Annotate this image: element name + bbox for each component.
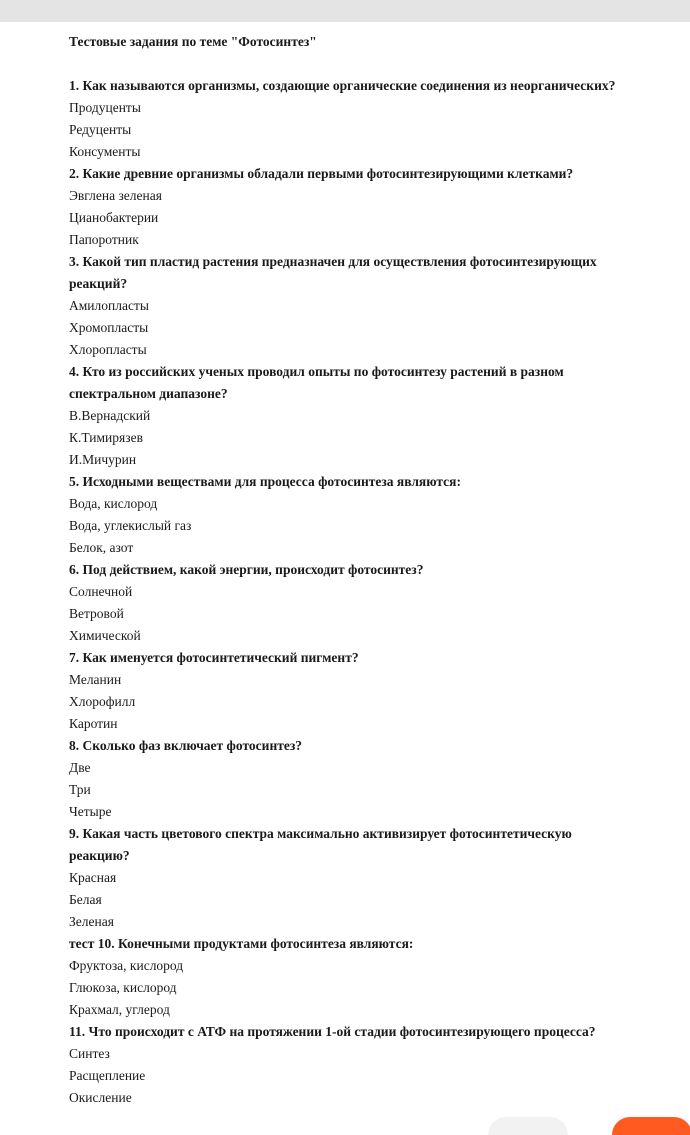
answer-option: Папоротник bbox=[69, 232, 139, 247]
answer-option: К.Тимирязев bbox=[69, 430, 143, 445]
answer-option: Цианобактерии bbox=[69, 210, 159, 225]
question-block bbox=[69, 1021, 629, 1109]
answer-option: Ветровой bbox=[69, 606, 124, 621]
question-text: 11. Что происходит с АТФ на протяжении 1-ой стадии фотосинтезирующего процесса? bbox=[69, 1024, 596, 1039]
answer-option: Хлорофилл bbox=[69, 694, 136, 709]
answer-option: Зеленая bbox=[69, 914, 114, 929]
question-block bbox=[69, 361, 629, 471]
answer-option: Солнечной bbox=[69, 584, 133, 599]
floating-button-right[interactable] bbox=[612, 1117, 690, 1135]
question-block bbox=[69, 647, 629, 735]
answer-option: Эвглена зеленая bbox=[69, 188, 162, 203]
answer-option: Амилопласты bbox=[69, 298, 149, 313]
answer-option: Вода, углекислый газ bbox=[69, 518, 192, 533]
floating-button-left[interactable] bbox=[488, 1117, 568, 1135]
question-text: 4. Кто из российских ученых проводил опыты по фотосинтезу растений в разном спектральном диапазоне? bbox=[69, 364, 564, 401]
question-text: 3. Какой тип пластид растения предназначен для осуществления фотосинтезирующих реакций? bbox=[69, 254, 597, 291]
answer-option: Редуценты bbox=[69, 122, 132, 137]
answer-option: Синтез bbox=[69, 1046, 110, 1061]
question-block bbox=[69, 735, 629, 823]
question-block bbox=[69, 75, 629, 163]
question-block bbox=[69, 163, 629, 251]
question-block bbox=[69, 933, 629, 1021]
document bbox=[69, 31, 629, 1109]
answer-option: И.Мичурин bbox=[69, 452, 137, 467]
answer-option: Фруктоза, кислород bbox=[69, 958, 184, 973]
answer-option: Три bbox=[69, 782, 91, 797]
answer-option: Крахмал, углерод bbox=[69, 1002, 170, 1017]
answer-option: Консументы bbox=[69, 144, 141, 159]
question-text: 7. Как именуется фотосинтетический пигмент? bbox=[69, 650, 359, 665]
answer-option: Каротин bbox=[69, 716, 118, 731]
question-block bbox=[69, 251, 629, 361]
question-list bbox=[69, 75, 629, 1109]
question-text: 5. Исходными веществами для процесса фотосинтеза являются: bbox=[69, 474, 461, 489]
answer-option: Белок, азот bbox=[69, 540, 134, 555]
question-text: 9. Какая часть цветового спектра максимально активизирует фотосинтетическую реакцию? bbox=[69, 826, 572, 863]
question-text: тест 10. Конечными продуктами фотосинтеза являются: bbox=[69, 936, 414, 951]
question-block bbox=[69, 823, 629, 933]
answer-option: Белая bbox=[69, 892, 102, 907]
question-block bbox=[69, 471, 629, 559]
document-title: Тестовые задания по теме "Фотосинтез" bbox=[69, 34, 317, 49]
answer-option: Четыре bbox=[69, 804, 112, 819]
answer-option: Две bbox=[69, 760, 91, 775]
question-text: 1. Как называются организмы, создающие органические соединения из неорганических? bbox=[69, 78, 616, 93]
answer-option: Хромопласты bbox=[69, 320, 149, 335]
question-text: 2. Какие древние организмы обладали первыми фотосинтезирующими клетками? bbox=[69, 166, 574, 181]
answer-option: Химической bbox=[69, 628, 141, 643]
answer-option: Красная bbox=[69, 870, 117, 885]
top-bar bbox=[0, 0, 690, 22]
question-block bbox=[69, 559, 629, 647]
question-text: 6. Под действием, какой энергии, происходит фотосинтез? bbox=[69, 562, 424, 577]
answer-option: Меланин bbox=[69, 672, 122, 687]
answer-option: Окисление bbox=[69, 1090, 132, 1105]
answer-option: В.Вернадский bbox=[69, 408, 151, 423]
answer-option: Продуценты bbox=[69, 100, 141, 115]
question-text: 8. Сколько фаз включает фотосинтез? bbox=[69, 738, 303, 753]
answer-option: Вода, кислород bbox=[69, 496, 158, 511]
answer-option: Глюкоза, кислород bbox=[69, 980, 177, 995]
answer-option: Расщепление bbox=[69, 1068, 146, 1083]
answer-option: Хлоропласты bbox=[69, 342, 147, 357]
